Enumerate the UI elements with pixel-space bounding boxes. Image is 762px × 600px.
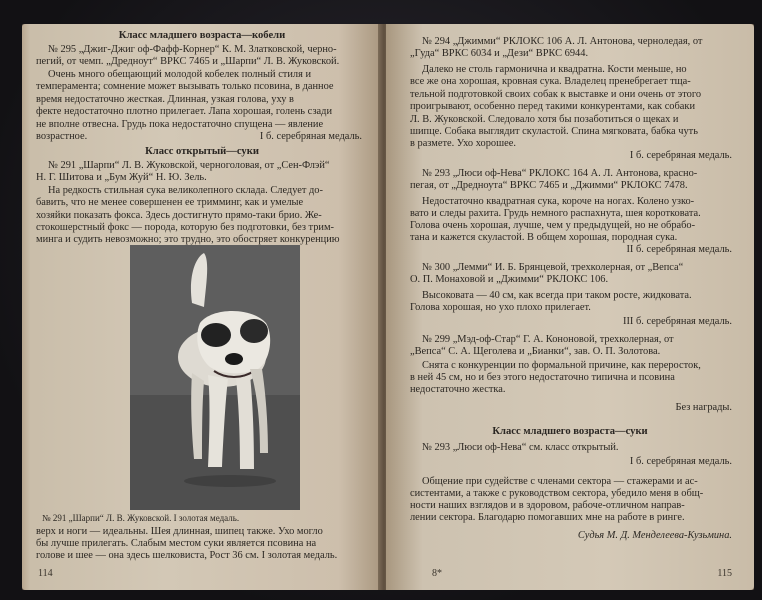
closing-line-4: лении сектора. Благодарю помогавших мне на работе в ринге. (410, 512, 685, 523)
entry-291-cont-line-2: бы лучше прилегать. Слабым местом суки является псовина на (36, 538, 317, 549)
entry-295-line-1: № 295 „Джиг-Джиг оф-Фафф-Корнер“ К. М. Златковской, черно- (48, 44, 337, 55)
entry-300-line-1: № 300 „Лемми“ И. Б. Брянцевой, трехколерная, от „Вепса“ (422, 262, 684, 273)
entry-295-line-3: Очень много обещающий молодой кобелек полный стиля и (48, 69, 312, 80)
right-page (386, 24, 754, 590)
dog-photo (130, 245, 300, 510)
entry-299-line-3: Снята с конкуренции по формальной причине, как переросток, (422, 360, 701, 371)
entry-294-line-5: тельной подготовкой своих собак к выставке и они очень от этого (410, 89, 702, 100)
entry-291-line-6: стокошерстный фокс — порода, которую без подготовки, без трим- (36, 222, 334, 233)
entry-291-line-7: минга и судить невозможно; это трудно, это обостряет конкуренцию (36, 234, 340, 245)
entry-291-cont-line-3: голове и шее — она здесь шелковиста, Рост 36 см. I золотая медаль. (36, 550, 338, 561)
entry-295-line-4: темперамента; сомнение может вызывать только псовина, в данное (36, 81, 334, 92)
photo-caption: № 291 „Шарпи“ Л. В. Жуковской. I золотая медаль. (42, 513, 240, 523)
entry-300-line-3: Высоковата — 40 см, как всегда при таком росте, жидковата. (422, 290, 692, 301)
heading-young-females: Класс младшего возраста—суки (492, 426, 648, 437)
award-295: I б. серебряная медаль. (259, 131, 362, 142)
entry-293-line-3: Недостаточно квадратная сука, короче на ногах. Колено узко- (422, 196, 695, 207)
heading-open-females: Класс открытый—суки (145, 146, 259, 157)
entry-293-line-6: тана и кажется скуластой. В общем хорошая, породная сука. (410, 232, 678, 243)
entry-293-line-5: Голова очень хорошая, лучше, чем у предыдущей, но не обрабо- (410, 220, 696, 231)
entry-300-line-2: О. П. Монаховой и „Джимми“ РКЛОКС 106. (410, 274, 609, 285)
entry-291-line-1: № 291 „Шарпи“ Л. В. Жуковской, черноголовая, от „Сен-Флэй“ (48, 160, 330, 171)
entry-295-line-5: время недостаточно жесткая. Длинная, узкая голова, уху в (36, 94, 294, 105)
fox-terrier-image (130, 245, 300, 510)
entry-295-line-2: пегий, от чемп. „Дредноут“ ВРКС 7465 и „Шарпи“ Л. В. Жуковской. (36, 56, 340, 67)
closing-line-1: Общение при судействе с членами сектора — стажерами и ас- (422, 476, 698, 487)
entry-295-line-6: фекте недостаточно плотно прилегает. Лапа хорошая, голень сзади (36, 106, 333, 117)
entry-293-line-4: вато и следы рахита. Грудь немного распахнута, шея коротковата. (410, 208, 701, 219)
entry-293-line-2: пегая, от „Дредноута“ ВРКС 7465 и „Джимми“ РКЛОКС 7478. (410, 180, 688, 191)
entry-294-line-3: Далеко не столь гармонична и квадратна. Кости меньше, но (422, 64, 687, 75)
entry-299-line-2: „Вепса“ С. А. Щеголева и „Бианки“, зав. О. П. Золотова. (410, 346, 661, 357)
entry-295-line-8: возрастное. (36, 131, 88, 142)
entry-300-line-4: Голова хорошая, но ухо плохо прилегает. (410, 302, 591, 313)
page-edge (22, 24, 30, 590)
award-300: III б. серебряная медаль. (623, 316, 732, 327)
judge-signature: Судья М. Д. Менделеева-Кузьмина. (577, 530, 732, 541)
entry-294-line-8: шипце. Собака выглядит скуластой. Спина мягковата, бабка чуть (410, 126, 698, 137)
open-book (22, 24, 754, 590)
entry-291-cont-line-1: верх и ноги — идеальны. Шея длинная, шипец также. Ухо могло (36, 526, 323, 537)
entry-293-line-1: № 293 „Люси оф-Нева“ РКЛОКС 164 А. Л. Антонова, красно- (422, 168, 698, 179)
entry-299-line-4: в ней 45 см, но и без этого недостаточно типична и псовина (410, 372, 675, 383)
heading-young-males: Класс младшего возраста—кобели (118, 30, 286, 41)
entry-293b: № 293 „Люси оф-Нева“ см. класс открытый. (422, 442, 619, 453)
signature-mark: 8* (432, 568, 442, 579)
closing-line-2: систентами, а также с руководством сектора, убедило меня в общ- (410, 488, 704, 499)
entry-299-line-1: № 299 „Мэд-оф-Стар“ Г. А. Кононовой, трехколерная, от (422, 334, 674, 345)
award-293b: I б. серебряная медаль. (629, 456, 732, 467)
entry-291-line-2: Н. Г. Шитова и „Бум Жуй“ Н. Ю. Зель. (36, 172, 207, 183)
entry-295-line-7: не вполне отвесна. Грудь пока недостаточно спущена — явление (36, 119, 324, 130)
entry-294-line-1: № 294 „Джимми“ РКЛОКС 106 А. Л. Антонова, черноледая, от (422, 36, 703, 47)
award-293: II б. серебряная медаль. (626, 244, 732, 255)
entry-291-line-4: бавить, что не менее совершенен ее тримминг, как и умелые (36, 197, 304, 208)
award-299: Без награды. (675, 402, 732, 413)
entry-294-line-7: Л. В. Жуковской. Следовало хотя бы позаботиться о щеках и (410, 114, 679, 125)
entry-299-line-5: недостаточно жестка. (410, 384, 506, 395)
entry-294-line-9: в размете. Ухо хорошее. (410, 138, 516, 149)
page-number-right: 115 (717, 568, 732, 579)
entry-294-line-6: проигрывают, особенно перед такими конкурентами, как собаки (410, 101, 696, 112)
left-page (22, 24, 382, 590)
entry-294-line-2: „Гуда“ ВРКС 6034 и „Дези“ ВРКС 6944. (410, 48, 589, 59)
award-294: I б. серебряная медаль. (629, 150, 732, 161)
closing-line-3: ности наших взглядов и в здоровом, рабоче-отличном направ- (410, 500, 685, 511)
entry-291-line-5: хозяйки показать фокса. Здесь достигнуто прямо-таки брио. Же- (36, 210, 322, 221)
entry-291-line-3: На редкость стильная сука великолепного склада. Следует до- (48, 185, 323, 196)
entry-294-line-4: все же она хорошая, кровная сука. Владелец пренебрегает тща- (410, 76, 691, 87)
page-number-left: 114 (38, 568, 53, 579)
